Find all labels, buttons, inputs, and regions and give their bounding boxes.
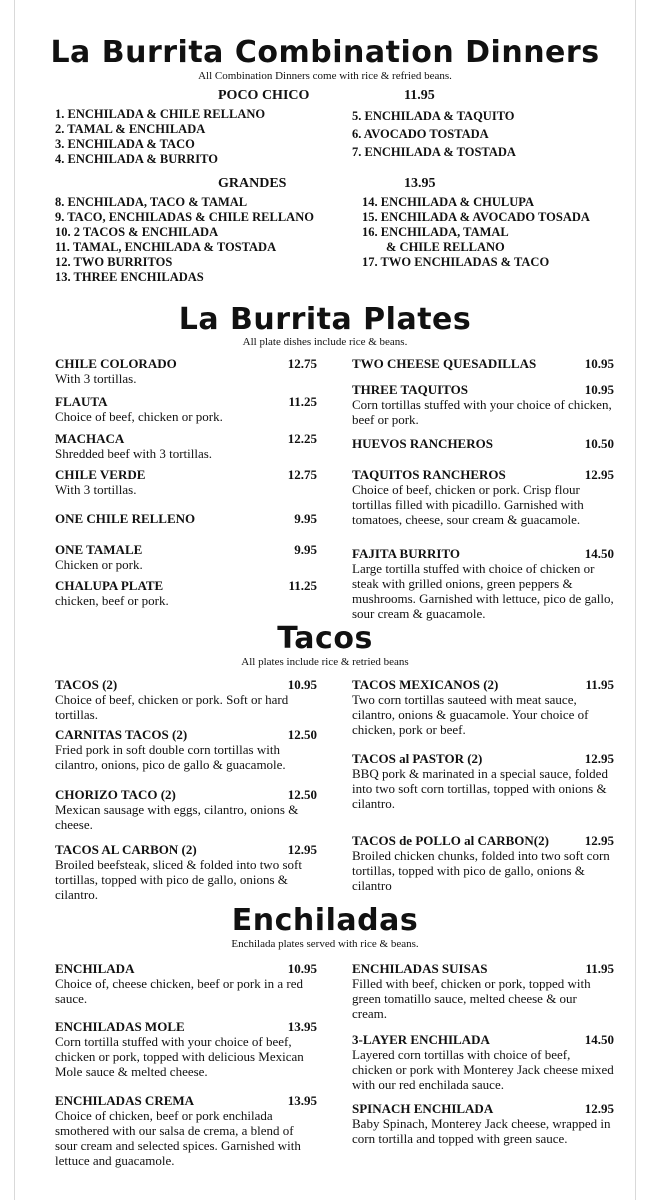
menu-item (55, 578, 317, 608)
item-name: ENCHILADAS SUISAS (352, 961, 488, 976)
item-name: FLAUTA (55, 394, 108, 409)
item-desc: Choice of beef, chicken or pork. (55, 409, 223, 424)
menu-item (55, 431, 317, 461)
item-price: 10.95 (287, 677, 317, 692)
menu-item (55, 727, 317, 772)
item-desc: Choice of beef, chicken or pork. Soft or hard tortillas. (55, 692, 289, 722)
combo-item: 9. TACO, ENCHILADAS & CHILE RELLANO (55, 210, 314, 224)
combo-item: 15. ENCHILADA & AVOCADO TOSADA (362, 210, 590, 224)
item-desc: Mexican sausage with eggs, cilantro, onions & cheese. (55, 802, 299, 832)
item-price: 14.50 (584, 1032, 614, 1047)
combo-item: 14. ENCHILADA & CHULUPA (362, 195, 534, 209)
item-name: ONE TAMALE (55, 542, 143, 557)
menu-item (352, 751, 614, 811)
menu-item (55, 842, 317, 902)
combo-item: 12. TWO BURRITOS (55, 255, 173, 269)
item-name: HUEVOS RANCHEROS (352, 436, 493, 451)
menu-item (55, 787, 317, 832)
item-name: TACOS AL CARBON (2) (55, 842, 197, 857)
item-desc: Baby Spinach, Monterey Jack cheese, wrapped in corn tortilla and topped with green sauce. (352, 1116, 611, 1146)
item-name: TACOS (2) (55, 677, 118, 692)
item-name: CHILE COLORADO (55, 356, 177, 371)
item-name: ONE CHILE RELLENO (55, 511, 196, 526)
item-name: TACOS al PASTOR (2) (352, 751, 483, 766)
item-desc: Layered corn tortillas with choice of beef, chicken or pork with Monterey Jack cheese mixed with our red enchilada sauce. (352, 1047, 614, 1092)
tacos-title: Tacos (277, 621, 373, 656)
item-name: ENCHILADAS MOLE (55, 1019, 185, 1034)
item-name: TACOS de POLLO al CARBON(2) (352, 833, 549, 848)
item-name: ENCHILADA (55, 961, 135, 976)
menu-item (352, 1101, 614, 1146)
item-price: 11.25 (288, 578, 317, 593)
item-name: TWO CHEESE QUESADILLAS (352, 356, 537, 371)
menu-item (352, 436, 614, 451)
item-price: 9.95 (294, 542, 317, 557)
item-price: 10.50 (584, 436, 614, 451)
item-desc: Large tortilla stuffed with choice of chicken or steak with grilled onions, green peppers & mushrooms. Garnished with lettuce, pico de gallo, sour cream & guacamole. (352, 561, 614, 621)
combo-item: 8. ENCHILADA, TACO & TAMAL (55, 195, 248, 209)
item-name: FAJITA BURRITO (352, 546, 460, 561)
menu-item (352, 382, 614, 427)
item-price: 10.95 (287, 961, 317, 976)
menu-item (352, 1032, 614, 1092)
poco-chico-price: 11.95 (404, 88, 435, 103)
page-border-left (14, 0, 15, 1200)
tacos-subtitle: All plates include rice & retried beans (241, 656, 409, 668)
item-price: 12.95 (584, 467, 614, 482)
plates-title: La Burrita Plates (178, 302, 472, 337)
menu-item (55, 1093, 317, 1168)
item-desc: Fried pork in soft double corn tortillas with cilantro, onions, pico de gallo & guacamole. (55, 742, 286, 772)
grandes-heading: GRANDES (218, 176, 287, 191)
poco-chico-heading: POCO CHICO (218, 88, 310, 103)
menu-item (55, 677, 317, 722)
combo-item: 6. AVOCADO TOSTADA (352, 127, 489, 141)
menu-item (352, 677, 614, 737)
item-price: 12.75 (287, 356, 317, 371)
item-desc: BBQ pork & marinated in a special sauce, folded into two soft corn tortillas, topped with onions & cilantro. (352, 766, 608, 811)
item-price: 10.95 (584, 382, 614, 397)
item-desc: Shredded beef with 3 tortillas. (55, 446, 213, 461)
grandes-right-list (362, 195, 590, 270)
item-name: ENCHILADAS CREMA (55, 1093, 195, 1108)
combo-item: 4. ENCHILADA & BURRITO (55, 152, 218, 166)
item-name: SPINACH ENCHILADA (352, 1101, 494, 1116)
menu-item (352, 961, 614, 1021)
menu-item (55, 394, 317, 424)
item-desc: Choice of beef, chicken or pork. Crisp flour tortillas filled with picadillo. Garnished with tomatoes, cheese, sour cream & guacamole. (352, 482, 584, 527)
grandes-price: 13.95 (404, 176, 436, 191)
item-price: 12.95 (584, 833, 614, 848)
item-price: 11.95 (585, 677, 614, 692)
grandes-left-list (55, 195, 314, 285)
item-name: THREE TAQUITOS (352, 382, 468, 397)
item-desc: With 3 tortillas. (55, 482, 137, 497)
item-price: 11.95 (585, 961, 614, 976)
combo-item: 10. 2 TACOS & ENCHILADA (55, 225, 219, 239)
menu-item (352, 356, 614, 371)
item-desc: Chicken or pork. (55, 557, 143, 572)
item-name: CHORIZO TACO (2) (55, 787, 176, 802)
item-desc: Broiled beefsteak, sliced & folded into two soft tortillas, topped with pico de gallo, onions & cilantro. (55, 857, 302, 902)
item-price: 10.95 (584, 356, 614, 371)
item-price: 12.95 (584, 1101, 614, 1116)
combo-item: 2. TAMAL & ENCHILADA (55, 122, 206, 136)
enchiladas-title: Enchiladas (231, 903, 419, 938)
combo-item: 1. ENCHILADA & CHILE RELLANO (55, 107, 266, 121)
item-name: TAQUITOS RANCHEROS (352, 467, 506, 482)
combo-item: 3. ENCHILADA & TACO (55, 137, 195, 151)
plates-subtitle: All plate dishes include rice & beans. (242, 336, 408, 348)
combo-item: 5. ENCHILADA & TAQUITO (352, 109, 515, 123)
menu-item (55, 467, 317, 497)
item-price: 13.95 (287, 1093, 317, 1108)
combination-subtitle: All Combination Dinners come with rice & refried beans. (198, 70, 452, 82)
combo-item: 11. TAMAL, ENCHILADA & TOSTADA (55, 240, 277, 254)
poco-chico-right-list (352, 107, 516, 161)
combo-item: 13. THREE ENCHILADAS (55, 270, 204, 284)
item-price: 12.75 (287, 467, 317, 482)
item-name: CARNITAS TACOS (2) (55, 727, 188, 742)
item-desc: Corn tortillas stuffed with your choice of chicken, beef or pork. (352, 397, 612, 427)
menu-item (352, 467, 614, 527)
item-desc: Filled with beef, chicken or pork, topped with green tomatillo sauce, melted cheese & our cream. (352, 976, 591, 1021)
item-desc: chicken, beef or pork. (55, 593, 169, 608)
item-desc: Corn tortilla stuffed with your choice of beef, chicken or pork, topped with delicious Mexican Mole sauce & melted cheese. (55, 1034, 304, 1079)
item-desc: Two corn tortillas sauteed with meat sauce, cilantro, onions & guacamole. Your choice of chicken, pork or beef. (352, 692, 589, 737)
item-name: CHILE VERDE (55, 467, 146, 482)
combo-item: 17. TWO ENCHILADAS & TACO (362, 255, 550, 269)
menu-item (55, 511, 317, 526)
item-name: MACHACA (55, 431, 125, 446)
item-name: 3-LAYER ENCHILADA (352, 1032, 490, 1047)
menu-item (55, 356, 317, 386)
item-desc: With 3 tortillas. (55, 371, 137, 386)
item-price: 12.95 (584, 751, 614, 766)
page-border-right (635, 0, 636, 1200)
combination-title: La Burrita Combination Dinners (50, 35, 600, 70)
menu-item (352, 546, 614, 621)
item-price: 12.95 (287, 842, 317, 857)
item-price: 12.50 (287, 787, 317, 802)
item-price: 14.50 (584, 546, 614, 561)
item-name: TACOS MEXICANOS (2) (352, 677, 499, 692)
combo-item: 7. ENCHILADA & TOSTADA (352, 145, 516, 159)
item-price: 13.95 (287, 1019, 317, 1034)
item-price: 12.25 (287, 431, 317, 446)
item-desc: Choice of, cheese chicken, beef or pork in a red sauce. (55, 976, 303, 1006)
menu-item (55, 1019, 317, 1079)
item-price: 9.95 (294, 511, 317, 526)
item-desc: Choice of chicken, beef or pork enchilada smothered with our salsa de crema, a blend of sour cream and selected spices. Garnished with lettuce and guacamole. (55, 1108, 301, 1168)
menu-item (55, 542, 317, 572)
menu-item (352, 833, 614, 893)
item-desc: Broiled chicken chunks, folded into two soft corn tortillas, topped with pico de gallo, onions & cilantro (352, 848, 610, 893)
enchiladas-subtitle: Enchilada plates served with rice & beans. (231, 938, 419, 950)
item-name: CHALUPA PLATE (55, 578, 164, 593)
poco-chico-left-list (55, 107, 265, 167)
combo-item: & CHILE RELLANO (386, 240, 505, 254)
combo-item: 16. ENCHILADA, TAMAL (362, 225, 509, 239)
item-price: 11.25 (288, 394, 317, 409)
item-price: 12.50 (287, 727, 317, 742)
menu-item (55, 961, 317, 1006)
